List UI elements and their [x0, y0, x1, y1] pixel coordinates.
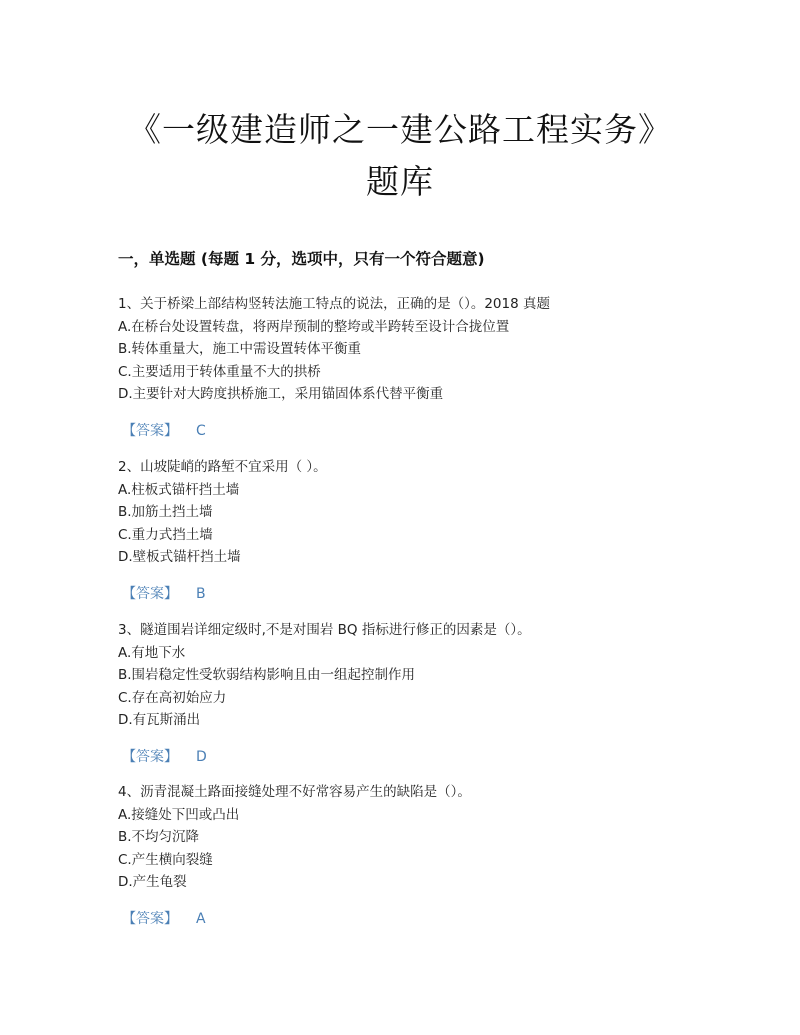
answer-label: 【答案】 — [122, 748, 178, 765]
option-a: A.在桥台处设置转盘，将两岸预制的整垮或半跨转至设计合拢位置 — [118, 318, 510, 335]
option-d: D.产生龟裂 — [118, 874, 187, 890]
section-heading: 一，单选题 (每题 1 分，选项中，只有一个符合题意) — [118, 250, 485, 268]
option-a: A.柱板式锚杆挡土墙 — [118, 481, 240, 498]
answer-line — [118, 746, 718, 768]
question-4 — [118, 781, 718, 930]
option-c: C.存在高初始应力 — [118, 689, 227, 706]
answer-line — [118, 908, 718, 930]
option-d: D.主要针对大跨度拱桥施工，采用锚固体系代替平衡重 — [118, 386, 444, 402]
option-d: D.壁板式锚杆挡土墙 — [118, 549, 241, 565]
question-2 — [118, 456, 718, 605]
question-stem: 4、沥青混凝土路面接缝处理不好常容易产生的缺陷是（）。 — [118, 784, 471, 800]
option-c: C.主要适用于转体重量不大的拱桥 — [118, 363, 321, 380]
question-stem: 3、隧道围岩详细定级时,不是对围岩 BQ 指标进行修正的因素是（）。 — [118, 622, 531, 638]
option-a: A.有地下水 — [118, 644, 186, 661]
option-c: C.产生横向裂缝 — [118, 851, 213, 868]
question-stem: 2、山坡陡峭的路堑不宜采用（ ）。 — [118, 459, 327, 475]
option-d: D.有瓦斯涌出 — [118, 712, 201, 728]
option-b: B.加筋土挡土墙 — [118, 504, 213, 520]
option-c: C.重力式挡土墙 — [118, 526, 213, 543]
answer-line — [118, 583, 718, 605]
option-b: B.围岩稳定性受软弱结构影响且由一组起控制作用 — [118, 667, 416, 683]
answer-label: 【答案】 — [122, 585, 178, 602]
document-title-line2: 题库 — [366, 162, 434, 201]
option-b: B.转体重量大，施工中需设置转体平衡重 — [118, 341, 362, 357]
answer-value: D — [196, 748, 207, 765]
option-b: B.不均匀沉降 — [118, 829, 200, 845]
answer-value: A — [196, 910, 206, 927]
question-stem: 1、关于桥梁上部结构竖转法施工特点的说法，正确的是（）。2018 真题 — [118, 296, 550, 312]
answer-value: C — [196, 422, 206, 439]
answer-label: 【答案】 — [122, 422, 178, 439]
document-title-line1: 《一级建造师之一建公路工程实务》 — [128, 110, 672, 149]
answer-value: B — [196, 585, 206, 602]
answer-label: 【答案】 — [122, 910, 178, 927]
question-1 — [118, 293, 718, 442]
option-a: A.接缝处下凹或凸出 — [118, 806, 240, 823]
answer-line — [118, 420, 718, 442]
question-3 — [118, 619, 718, 768]
